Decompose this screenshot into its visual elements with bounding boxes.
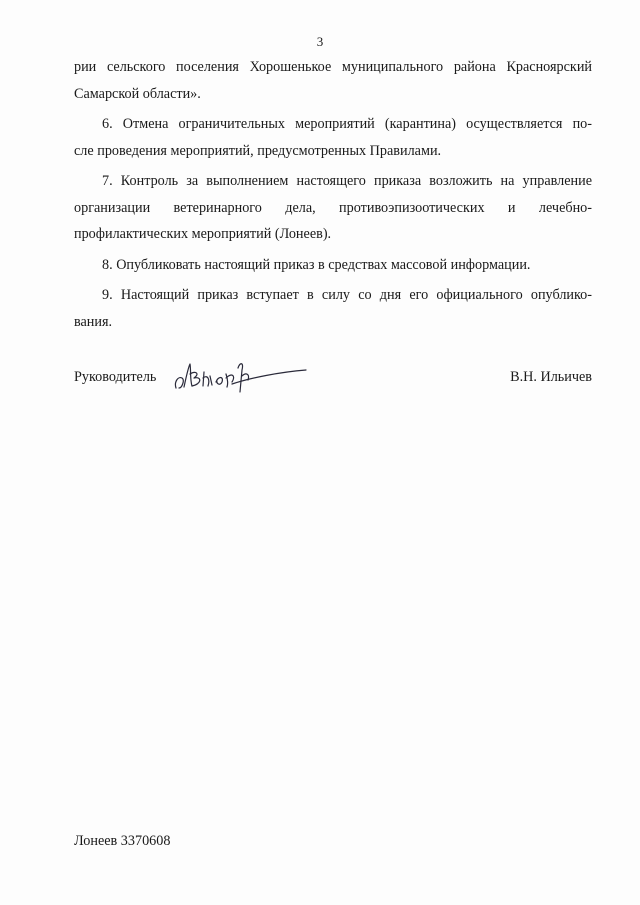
paragraph-7-line-1: 7. Контроль за выполнением настоящего приказа возложить на управление [102,173,592,189]
document-body [74,54,592,335]
paragraph-1-line-2: Самарской области». [74,85,201,102]
executor-note: Лонеев 3370608 [74,833,171,849]
signature-block [74,362,592,402]
handwritten-signature [170,358,310,398]
paragraph-6-line-2: сле проведения мероприятий, предусмотренных Правилами. [74,142,442,159]
paragraph-6-line-1: 6. Отмена ограничительных мероприятий (карантина) осуществляется по- [102,116,592,132]
paragraph-7-line-3: профилактических мероприятий (Лонеев). [74,226,332,242]
paragraph-1-line-1: рии сельского поселения Хорошенькое муниципального района Красноярский [74,59,592,75]
signatory-title: Руководитель [74,369,157,385]
page-number: 3 [316,34,324,49]
paragraph-9-line-1: 9. Настоящий приказ вступает в силу со дня его официального опублико- [102,287,592,303]
paragraph-9-line-2: вания. [74,313,113,330]
signatory-name: В.Н. Ильичев [510,369,592,385]
paragraph-7-line-2: организации ветеринарного дела, противоэпизоотических и лечебно- [74,199,592,216]
paragraph-8-line-1: 8. Опубликовать настоящий приказ в средствах массовой информации. [102,256,531,273]
